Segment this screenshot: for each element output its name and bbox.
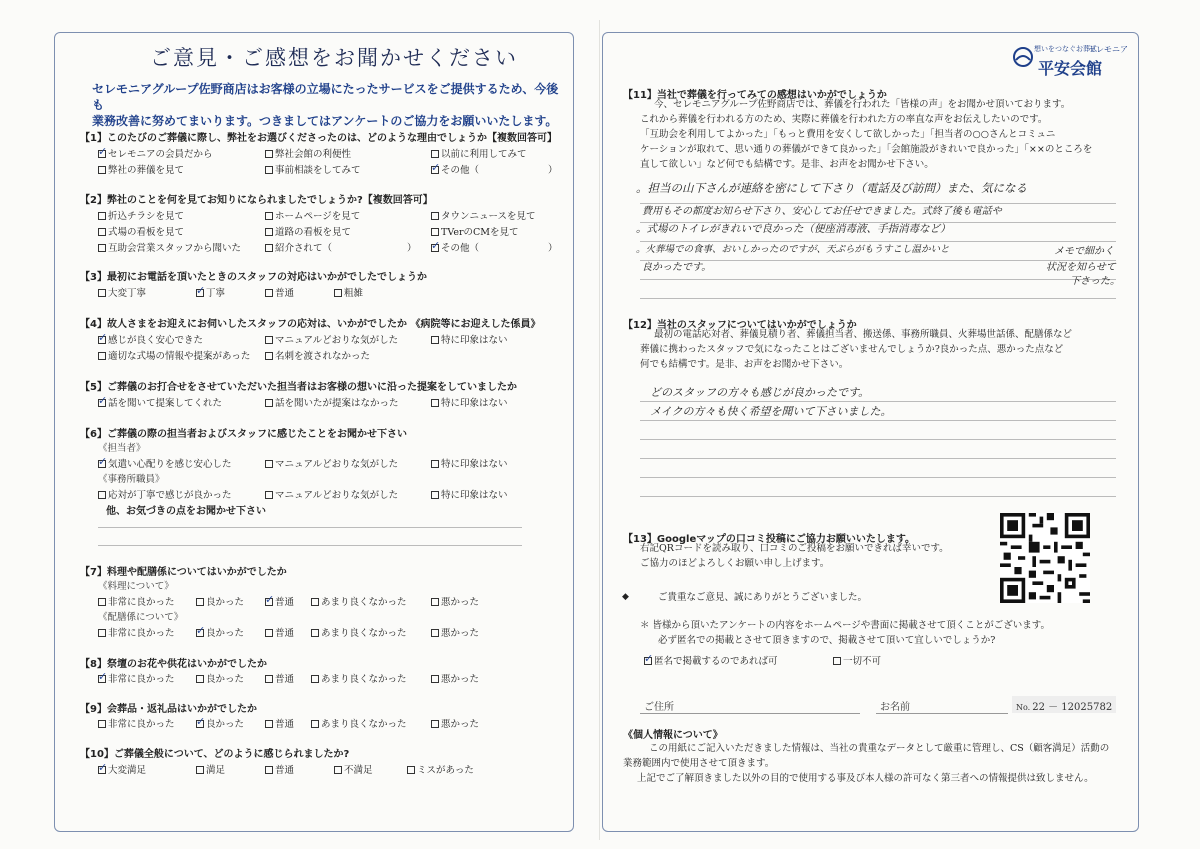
- serial-number: [1012, 696, 1116, 713]
- q7-option[interactable]: [196, 594, 244, 608]
- q13-label: 【13】Googleマップの口コミ投稿にご協力お願いいたします。: [623, 534, 916, 545]
- option-label: 良かった: [206, 674, 245, 685]
- checkbox[interactable]: [431, 491, 439, 499]
- serial-value: 22 － 12025782: [1032, 702, 1113, 713]
- option-label: 不満足: [344, 765, 373, 776]
- checkbox[interactable]: [265, 629, 273, 637]
- page-fold: [599, 20, 600, 840]
- option-label: 匿名で掲載するのであれば可: [654, 656, 778, 667]
- option-label: 折込チラシを見て: [108, 211, 185, 222]
- q11-handwriting: 。担当の山下さんが連絡を密にして下さり（電話及び訪問）また、気になる: [636, 181, 1027, 195]
- q5-label: 【5】ご葬儀のお打合せをさせていただいた担当者はお客様の想いに沿った提案をしていましたか: [80, 382, 517, 393]
- q11-handwriting: 。火葬場での食事、おいしかったのですが、天ぷらがもうすこし温かいと: [636, 244, 950, 255]
- q1-label: 【1】このたびのご葬儀に際し、弊社をお選びくださったのは、どのような理由でしょうか【複数回答可】: [80, 133, 557, 144]
- checkbox[interactable]: [431, 212, 439, 220]
- q8-option[interactable]: [196, 671, 244, 685]
- text-line: 今、セレモニアグループ佐野商店では、葬儀を行われた「皆様の声」をお聞かせ頂いております。: [654, 99, 1071, 110]
- q10-option[interactable]: [407, 762, 474, 776]
- option-label: 悪かった: [441, 719, 480, 730]
- checkbox[interactable]: [431, 150, 439, 158]
- option-label: 普通: [275, 765, 295, 776]
- q9-option[interactable]: [311, 716, 407, 730]
- q7-option[interactable]: [265, 594, 294, 608]
- option-label: 悪かった: [441, 597, 480, 608]
- checkbox[interactable]: [833, 657, 841, 665]
- publish-notice: ＊ 皆様から頂いたアンケートの内容をホームページや書面に掲載させて頂くことがございます。: [640, 620, 1051, 631]
- bracket-close: ）: [548, 165, 558, 176]
- q7-option[interactable]: [196, 625, 244, 639]
- checkbox[interactable]: [98, 212, 106, 220]
- q11-text: [640, 97, 1092, 172]
- publish-option-anonymous[interactable]: [644, 653, 778, 667]
- option-label: 普通: [275, 597, 295, 608]
- q6-other-label: 他、お気づきの点をお聞かせ下さい: [106, 506, 266, 517]
- checkbox-checked[interactable]: [98, 150, 106, 158]
- q8-option[interactable]: [265, 671, 294, 685]
- option-label: 普通: [275, 719, 295, 730]
- q4-option[interactable]: [265, 348, 370, 362]
- checkbox[interactable]: [98, 720, 106, 728]
- option-label: タウンニュースを見て: [441, 211, 536, 222]
- q9-option[interactable]: [265, 716, 294, 730]
- text-line: ケーションが取れて、思い通りの葬儀ができて良かった」「会館施設がきれいで良かった」「××のところを: [640, 144, 1093, 155]
- q7-label: 【7】料理や配膳係についてはいかがでしたか: [80, 567, 287, 578]
- q10-option[interactable]: [196, 762, 225, 776]
- q8-option[interactable]: [431, 671, 479, 685]
- logo-tagline: 想いをつなぐお葬式: [1034, 45, 1097, 53]
- q2-option[interactable]: [98, 208, 184, 222]
- checkbox[interactable]: [265, 244, 273, 252]
- q7-option[interactable]: [265, 625, 294, 639]
- option-label: 粗雑: [344, 288, 364, 299]
- writing-line: [640, 298, 1116, 299]
- checkbox[interactable]: [311, 598, 319, 606]
- q6-option[interactable]: [265, 487, 398, 501]
- writing-line: [640, 401, 1116, 402]
- checkbox[interactable]: [311, 720, 319, 728]
- q12-text: [640, 327, 1072, 372]
- intro-line: セレモニアグループ佐野商店はお客様の立場にたったサービスをご提供するため、今後も: [92, 82, 559, 112]
- q3-option[interactable]: [98, 285, 146, 299]
- q9-option[interactable]: [431, 716, 479, 730]
- address-label: ご住所: [644, 702, 674, 713]
- q7-option[interactable]: [98, 625, 175, 639]
- intro-line: 業務改善に努めてまいります。つきましてはアンケートのご協力をお願いいたします。: [92, 114, 558, 128]
- privacy-heading: 《個人情報について》: [623, 730, 723, 741]
- option-label: マニュアルどおりな気がした: [275, 490, 399, 501]
- checkbox[interactable]: [265, 491, 273, 499]
- checkbox[interactable]: [265, 766, 273, 774]
- q2-option[interactable]: [431, 224, 519, 238]
- serial-prefix: No.: [1016, 703, 1031, 712]
- checkbox-checked[interactable]: [98, 336, 106, 344]
- q3-option[interactable]: [265, 285, 294, 299]
- option-label: 特に印象はない: [441, 490, 508, 501]
- checkbox-checked[interactable]: [98, 399, 106, 407]
- checkbox[interactable]: [98, 244, 106, 252]
- checkbox-checked[interactable]: [431, 244, 439, 252]
- option-label: 普通: [275, 288, 295, 299]
- checkbox[interactable]: [334, 766, 342, 774]
- q9-label: 【9】会葬品・返礼品はいかがでしたか: [80, 704, 257, 715]
- option-label: ミスがあった: [417, 765, 474, 776]
- option-label: 悪かった: [441, 628, 480, 639]
- q9-option[interactable]: [196, 716, 244, 730]
- option-label: その他（: [441, 243, 480, 254]
- option-label: 話を聞いて提案してくれた: [108, 398, 223, 409]
- checkbox[interactable]: [431, 460, 439, 468]
- checkbox[interactable]: [196, 766, 204, 774]
- q6-option[interactable]: [265, 456, 398, 470]
- logo-brand: セレモニア: [1088, 45, 1128, 54]
- text-line: 「互助会を利用してよかった」「もっと費用を安くして欲しかった」「担当者の○○さんとコミュニ: [640, 129, 1056, 140]
- option-label: 感じが良く安心できた: [108, 335, 204, 346]
- writing-line: [640, 477, 1116, 478]
- q8-option[interactable]: [311, 671, 407, 685]
- option-label: 大変満足: [108, 765, 147, 776]
- q11-handwriting-side: メモで細かく: [1054, 246, 1114, 257]
- option-label: 道路の看板を見て: [275, 227, 352, 238]
- option-label: 普通: [275, 628, 295, 639]
- checkbox-checked[interactable]: [644, 657, 652, 665]
- q7-option[interactable]: [431, 594, 479, 608]
- q10-label: 【10】ご葬儀全般について、どのように感じられましたか?: [80, 749, 350, 760]
- q9-option[interactable]: [98, 716, 175, 730]
- checkbox[interactable]: [311, 629, 319, 637]
- option-label: 丁寧: [206, 288, 226, 299]
- checkbox[interactable]: [265, 399, 273, 407]
- text-line: 直して欲しい」など何でも結構です。是非、お声をお聞かせ下さい。: [640, 159, 934, 170]
- checkbox[interactable]: [98, 352, 106, 360]
- checkbox-checked[interactable]: [265, 598, 273, 606]
- q11-label: 【11】当社で葬儀を行ってみての感想はいかがでしょうか: [623, 90, 887, 101]
- option-label: 特に印象はない: [441, 335, 508, 346]
- checkbox-checked[interactable]: [196, 289, 204, 297]
- q6-option[interactable]: [431, 456, 508, 470]
- option-label: 事前相談をしてみて: [275, 165, 361, 176]
- publish-question: 必ず匿名での掲載とさせて頂きますので、掲載させて頂いて宜しいでしょうか?: [658, 635, 996, 646]
- option-label: 式場の看板を見て: [108, 227, 185, 238]
- option-label: 弊社会館の利便性: [275, 149, 352, 160]
- checkbox[interactable]: [265, 212, 273, 220]
- option-label: 気遣い心配りを感じ安心した: [108, 459, 232, 470]
- q7-option[interactable]: [98, 594, 175, 608]
- q10-option[interactable]: [334, 762, 373, 776]
- checkbox[interactable]: [265, 352, 273, 360]
- checkbox[interactable]: [265, 228, 273, 236]
- checkbox-checked[interactable]: [196, 629, 204, 637]
- q2-option[interactable]: [98, 224, 184, 238]
- checkbox[interactable]: [265, 675, 273, 683]
- checkbox[interactable]: [431, 399, 439, 407]
- q2-option[interactable]: [265, 208, 360, 222]
- option-label: 非常に良かった: [108, 597, 175, 608]
- q2-option[interactable]: [98, 240, 241, 254]
- checkbox[interactable]: [98, 598, 106, 606]
- option-label: あまり良くなかった: [321, 719, 407, 730]
- text-line: 何でも結構です。是非、お声をお聞かせ下さい。: [640, 359, 849, 370]
- text-line: ご協力のほどよろしくお願い申し上げます。: [640, 558, 830, 569]
- q12-handwriting: メイクの方々も快く希望を聞いて下さいました。: [650, 405, 892, 418]
- q11-handwriting-side: 下さった。: [1070, 276, 1120, 287]
- checkbox[interactable]: [265, 336, 273, 344]
- writing-line: [640, 496, 1116, 497]
- text-line: これから葬儀を行われる方のため、実際に葬儀を行われた方の率直な声をお伝えしたいのです。: [640, 114, 1048, 125]
- writing-line: [640, 439, 1116, 440]
- q4-option[interactable]: [98, 348, 250, 362]
- option-label: 特に印象はない: [441, 459, 508, 470]
- text-line: 業務範囲内で使用させて頂きます。: [623, 758, 775, 769]
- q6-sub-staff: 《担当者》: [98, 443, 146, 454]
- option-label: 非常に良かった: [108, 674, 175, 685]
- option-label: 悪かった: [441, 674, 480, 685]
- name-label: お名前: [880, 702, 910, 713]
- q11-handwriting: 良かったです。: [642, 262, 712, 273]
- q11-handwriting-side: 状況を知らせて: [1046, 262, 1116, 273]
- checkbox[interactable]: [431, 598, 439, 606]
- q7-option[interactable]: [431, 625, 479, 639]
- text-line: 葬儀に携わったスタッフで気になったことはございませんでしょうか?良かった点、悪かった点など: [640, 344, 1064, 355]
- writing-line: [640, 260, 1116, 261]
- bracket-close: ）: [407, 243, 417, 254]
- option-label: 非常に良かった: [108, 719, 175, 730]
- option-label: 一切不可: [843, 656, 882, 667]
- diamond-bullet-icon: ◆: [622, 592, 629, 602]
- text-line: 最初の電話応対者、葬儀見積り者、葬儀担当者、搬送係、事務所職員、火葬場世話係、配膳係など: [654, 329, 1073, 340]
- privacy-text: [623, 741, 1109, 786]
- q6-option[interactable]: [431, 487, 508, 501]
- q1-option[interactable]: [265, 162, 361, 176]
- logo-name: 平安会館: [1038, 59, 1103, 78]
- option-label: 良かった: [206, 719, 245, 730]
- q1-option[interactable]: [265, 146, 351, 160]
- checkbox[interactable]: [98, 491, 106, 499]
- checkbox[interactable]: [98, 289, 106, 297]
- qr-code-icon[interactable]: [1000, 513, 1090, 603]
- q7-sub-food: 《料理について》: [98, 581, 174, 592]
- q1-option[interactable]: [431, 162, 479, 176]
- checkbox[interactable]: [431, 720, 439, 728]
- option-label: あまり良くなかった: [321, 674, 407, 685]
- bracket-close: ）: [548, 243, 558, 254]
- checkbox[interactable]: [431, 336, 439, 344]
- option-label: 良かった: [206, 628, 245, 639]
- option-label: 互助会営業スタッフから聞いた: [108, 243, 242, 254]
- checkbox-checked[interactable]: [431, 166, 439, 174]
- text-line: この用紙にご記入いただきました情報は、当社の貴重なデータとして厳重に管理し、CS（顧客満足）活動の: [649, 743, 1110, 754]
- q2-option[interactable]: [265, 224, 351, 238]
- q4-option[interactable]: [431, 332, 508, 346]
- option-label: TVerのCMを見て: [441, 227, 519, 238]
- text-line: 右記QRコードを読み取り、口コミのご投稿をお願いできれば幸いです。: [640, 543, 949, 554]
- checkbox[interactable]: [431, 228, 439, 236]
- q4-option[interactable]: [265, 332, 398, 346]
- q12-label: 【12】当社のスタッフについてはいかがでしょうか: [623, 320, 857, 331]
- checkbox[interactable]: [431, 675, 439, 683]
- thanks-text: ご貴重なご意見、誠にありがとうございました。: [658, 592, 868, 603]
- checkbox[interactable]: [265, 166, 273, 174]
- checkbox[interactable]: [431, 629, 439, 637]
- checkbox[interactable]: [98, 629, 106, 637]
- q1-option[interactable]: [431, 146, 527, 160]
- intro-text: [92, 81, 562, 129]
- option-label: 非常に良かった: [108, 628, 175, 639]
- publish-option-refuse[interactable]: [833, 653, 881, 667]
- checkbox-checked[interactable]: [196, 720, 204, 728]
- page-title: ご意見・ご感想をお聞かせください: [150, 46, 518, 70]
- q1-option[interactable]: [98, 162, 184, 176]
- q3-option[interactable]: [196, 285, 225, 299]
- checkbox[interactable]: [265, 720, 273, 728]
- checkbox-checked[interactable]: [98, 675, 106, 683]
- option-label: セレモニアの会員だから: [108, 149, 213, 160]
- checkbox-checked[interactable]: [98, 766, 106, 774]
- q3-label: 【3】最初にお電話を頂いたときのスタッフの対応はいかがでしたでしょうか: [80, 272, 427, 283]
- option-label: その他（: [441, 165, 480, 176]
- checkbox[interactable]: [98, 166, 106, 174]
- checkbox[interactable]: [311, 675, 319, 683]
- option-label: ホームページを見て: [275, 211, 361, 222]
- q10-option[interactable]: [265, 762, 294, 776]
- writing-line: [640, 420, 1116, 421]
- q7-option[interactable]: [311, 625, 407, 639]
- q7-sub-serving: 《配膳係について》: [98, 612, 184, 623]
- q5-option[interactable]: [265, 395, 399, 409]
- address-field[interactable]: [640, 713, 860, 714]
- checkbox[interactable]: [98, 228, 106, 236]
- q6-label: 【6】ご葬儀の際の担当者およびスタッフに感じたことをお聞かせ下さい: [80, 429, 407, 440]
- checkbox[interactable]: [265, 460, 273, 468]
- q1-option[interactable]: [98, 146, 213, 160]
- q2-option[interactable]: [431, 240, 479, 254]
- option-label: 名刺を渡されなかった: [275, 351, 371, 362]
- option-label: 応対が丁寧で感じが良かった: [108, 490, 232, 501]
- q2-option[interactable]: [265, 240, 332, 254]
- option-label: 以前に利用してみて: [441, 149, 527, 160]
- option-label: 満足: [206, 765, 226, 776]
- writing-line: [98, 527, 522, 528]
- option-label: 特に印象はない: [441, 398, 508, 409]
- option-label: 大変丁寧: [108, 288, 147, 299]
- checkbox[interactable]: [334, 289, 342, 297]
- writing-line: [98, 545, 522, 546]
- option-label: 紹介されて（: [275, 243, 333, 254]
- option-label: 適切な式場の情報や提案があった: [108, 351, 251, 362]
- option-label: 話を聞いたが提案はなかった: [275, 398, 399, 409]
- option-label: マニュアルどおりな気がした: [275, 335, 399, 346]
- option-label: マニュアルどおりな気がした: [275, 459, 399, 470]
- q12-handwriting: どのスタッフの方々も感じが良かったです。: [650, 386, 870, 399]
- option-label: 良かった: [206, 597, 245, 608]
- q8-label: 【8】祭壇のお花や供花はいかがでしたか: [80, 659, 267, 670]
- option-label: 弊社の葬儀を見て: [108, 165, 185, 176]
- q13-text: [640, 541, 949, 571]
- q2-option[interactable]: [431, 208, 536, 222]
- q2-label: 【2】弊社のことを何を見てお知りになられましたでしょうか?【複数回答可】: [80, 195, 433, 206]
- q6-option[interactable]: [98, 456, 232, 470]
- q10-option[interactable]: [98, 762, 146, 776]
- option-label: あまり良くなかった: [321, 597, 407, 608]
- q11-handwriting: 費用もその都度お知らせ下さり、安心してお任せできました。式終了後も電話や: [642, 206, 1002, 217]
- option-label: あまり良くなかった: [321, 628, 407, 639]
- checkbox[interactable]: [407, 766, 415, 774]
- q4-option[interactable]: [98, 332, 203, 346]
- writing-line: [640, 458, 1116, 459]
- checkbox[interactable]: [196, 675, 204, 683]
- q11-handwriting: 。式場のトイレがきれいで良かった（便座消毒液、手指消毒など）: [636, 223, 951, 235]
- option-label: 普通: [275, 674, 295, 685]
- q6-option[interactable]: [98, 487, 232, 501]
- checkbox[interactable]: [196, 598, 204, 606]
- text-line: 上記でご了解頂きました以外の目的で使用する事及び本人様の許可なく第三者への情報提供は致しません。: [637, 773, 1094, 784]
- q4-label: 【4】故人さまをお迎えにお伺いしたスタッフの応対は、いかがでしたか 《病院等にお迎えした係員》: [80, 319, 541, 330]
- logo-mark-icon: [1012, 46, 1034, 68]
- checkbox[interactable]: [265, 289, 273, 297]
- q8-option[interactable]: [98, 671, 175, 685]
- q5-option[interactable]: [431, 395, 508, 409]
- q7-option[interactable]: [311, 594, 407, 608]
- name-field[interactable]: [876, 713, 1008, 714]
- q6-sub-office: 《事務所職員》: [98, 474, 165, 485]
- checkbox[interactable]: [265, 150, 273, 158]
- writing-line: [640, 279, 1116, 280]
- checkbox-checked[interactable]: [98, 460, 106, 468]
- q5-option[interactable]: [98, 395, 222, 409]
- q3-option[interactable]: [334, 285, 363, 299]
